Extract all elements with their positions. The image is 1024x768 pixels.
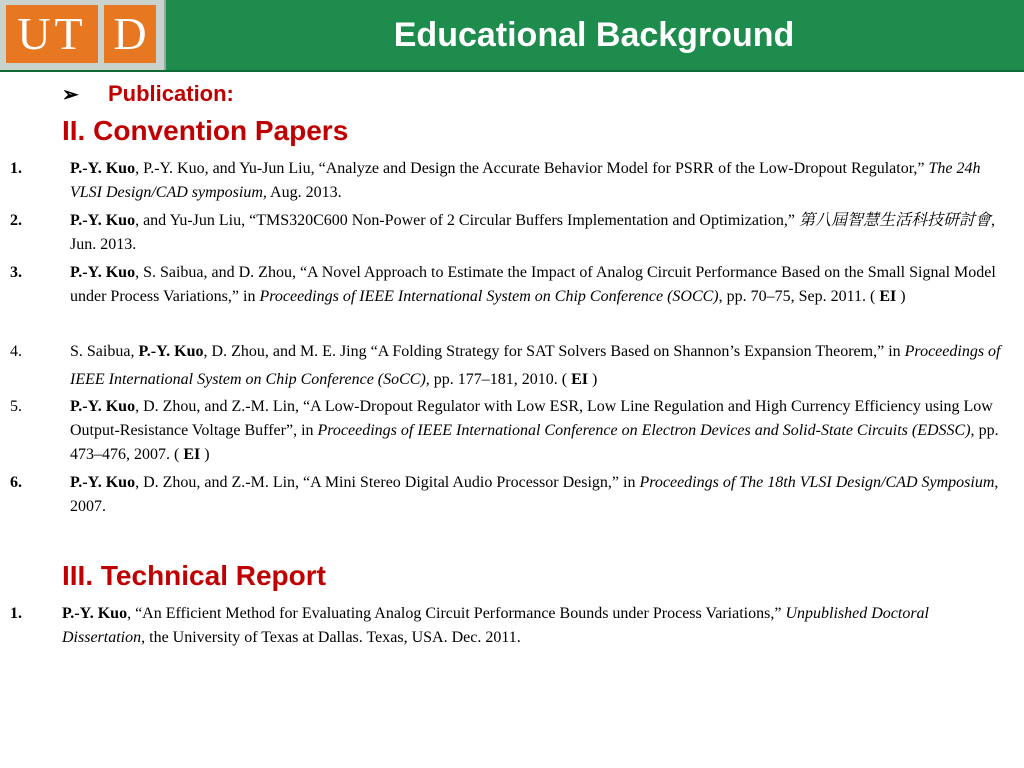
entry-text-end: ) bbox=[896, 288, 906, 305]
entry-number: 2. bbox=[10, 212, 22, 229]
entry-text-end: , the University of Texas at Dallas. Texas, USA. Dec. 2011. bbox=[141, 629, 521, 646]
entry-text: , and Yu-Jun Liu, “TMS320C600 Non-Power of 2 Circular Buffers Implementation and Optimization,” bbox=[135, 212, 799, 229]
entry-number: 6. bbox=[10, 474, 22, 491]
section-convention-papers: II. Convention Papers bbox=[62, 115, 349, 146]
entry-author: P.-Y. Kuo bbox=[70, 398, 136, 415]
entry-number: 1. bbox=[10, 605, 22, 622]
report-entry-1 bbox=[10, 602, 1014, 650]
entry-text-end: , Aug. 2013. bbox=[262, 184, 342, 201]
arrow-bullet-icon: ➢ bbox=[62, 84, 79, 106]
entry-venue: Proceedings of The 18th VLSI Design/CAD Symposium bbox=[639, 474, 995, 491]
entry-number: 5. bbox=[10, 398, 22, 415]
entry-venue: 第八屆智慧生活科技研討會 bbox=[798, 212, 991, 229]
convention-entry-3 bbox=[10, 261, 1014, 309]
entry-text: , D. Zhou, and Z.-M. Lin, “A Low-Dropout Regulator with Low ESR, Low Line Regulation and High Currency Efficiency using Low Output-Resistance Voltage Buffer”, in bbox=[70, 398, 993, 439]
entry-number: 1. bbox=[10, 160, 22, 177]
slide-title: Educational Background bbox=[393, 16, 795, 54]
publication-label: Publication: bbox=[108, 81, 234, 106]
entry-author: P.-Y. Kuo bbox=[70, 474, 136, 491]
ei-tag: EI bbox=[879, 288, 897, 305]
entry-coauthor: S. Saibua, bbox=[70, 343, 139, 360]
convention-entry-1 bbox=[10, 157, 1014, 205]
entry-text-end: ) bbox=[588, 371, 598, 388]
entry-text-end: , Jun. 2013. bbox=[70, 212, 995, 253]
ei-tag: EI bbox=[571, 371, 589, 388]
entry-text-mid: pp. 177–181, 2010. ( bbox=[429, 371, 572, 388]
logo-d-block: D bbox=[104, 5, 156, 63]
entry-text-mid: , pp. 70–75, Sep. 2011. ( bbox=[718, 288, 880, 305]
entry-venue: Proceedings of IEEE International System on Chip Conference (SOCC) bbox=[259, 288, 719, 305]
entry-author: P.-Y. Kuo bbox=[70, 212, 136, 229]
entry-text: , D. Zhou, and M. E. Jing “A Folding Strategy for SAT Solvers Based on Shannon’s Expansion Theorem,” in bbox=[203, 343, 905, 360]
entry-venue: Unpublished Doctoral Dissertation bbox=[62, 605, 929, 646]
entry-venue: The 24h VLSI Design/CAD symposium bbox=[70, 160, 981, 201]
entry-author: P.-Y. Kuo bbox=[70, 264, 136, 281]
publication-heading bbox=[62, 80, 234, 108]
entry-author: P.-Y. Kuo bbox=[62, 605, 128, 622]
entry-author: P.-Y. Kuo bbox=[138, 343, 204, 360]
utd-logo bbox=[0, 0, 166, 70]
entry-author: P.-Y. Kuo bbox=[70, 160, 136, 177]
logo-ut-block: UT bbox=[6, 5, 98, 63]
convention-entry-2 bbox=[10, 209, 1014, 257]
entry-venue: Proceedings of IEEE International Conference on Electron Devices and Solid-State Circuits (EDSSC), bbox=[317, 422, 975, 439]
entry-number: 3. bbox=[10, 264, 22, 281]
entry-venue: Proceedings of IEEE International System on Chip Conference (SoCC), bbox=[70, 343, 1001, 388]
ei-tag: EI bbox=[183, 446, 201, 463]
entry-text-end: ) bbox=[200, 446, 210, 463]
entry-text-end: , 2007. bbox=[70, 474, 999, 515]
entry-text: , “An Efficient Method for Evaluating Analog Circuit Performance Bounds under Process Variations,” bbox=[127, 605, 786, 622]
entry-text: , D. Zhou, and Z.-M. Lin, “A Mini Stereo Digital Audio Processor Design,” in bbox=[135, 474, 640, 491]
title-bar bbox=[0, 0, 1024, 72]
convention-entry-6 bbox=[10, 471, 1014, 519]
convention-entry-4 bbox=[10, 338, 1014, 394]
entry-text: , P.-Y. Kuo, and Yu-Jun Liu, “Analyze and Design the Accurate Behavior Model for PSRR of the Low-Dropout Regulator,” bbox=[135, 160, 929, 177]
convention-entry-5 bbox=[10, 395, 1014, 467]
entry-text: , S. Saibua, and D. Zhou, “A Novel Approach to Estimate the Impact of Analog Circuit Performance Based on the Small Signal Model under Process Variations,” in bbox=[70, 264, 996, 305]
entry-text-mid: pp. 473–476, 2007. ( bbox=[70, 422, 999, 463]
section-technical-report: III. Technical Report bbox=[62, 560, 326, 591]
entry-number: 4. bbox=[10, 343, 22, 360]
